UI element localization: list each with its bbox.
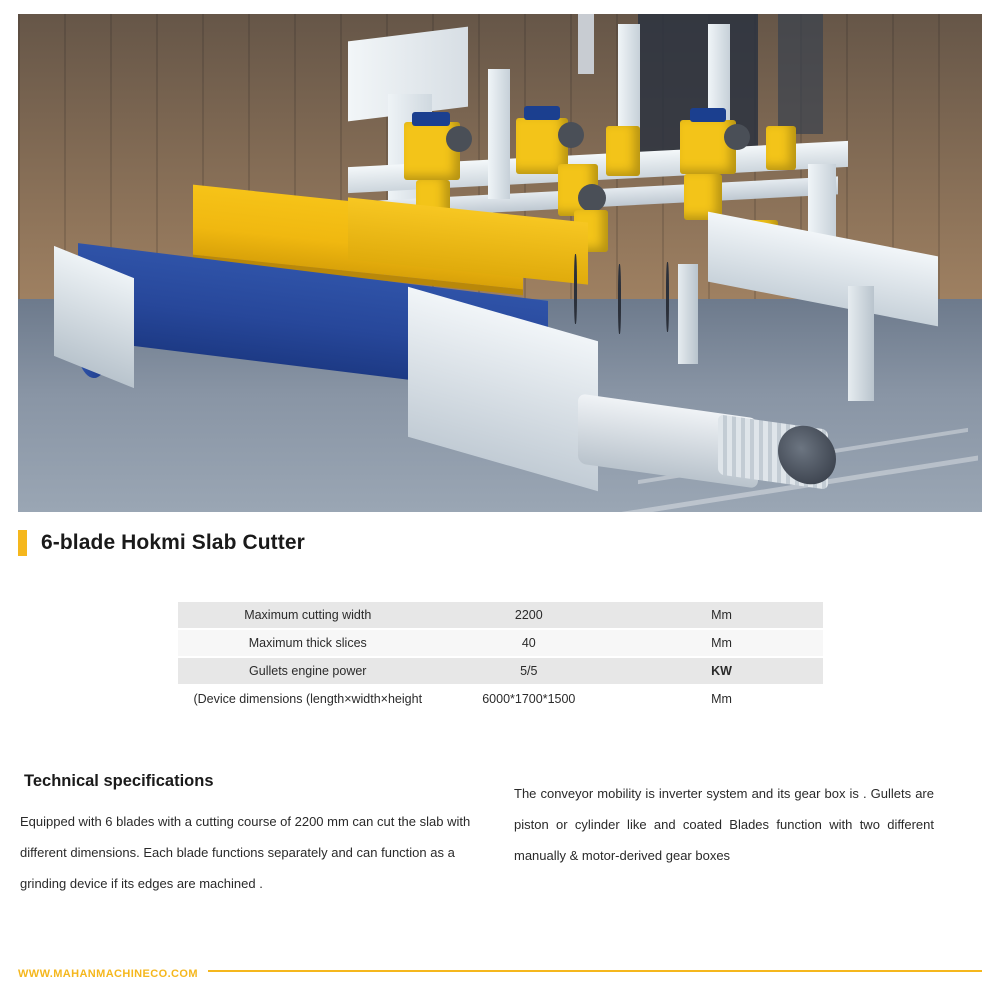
blade-motor-cap-2	[524, 106, 560, 120]
spec-label: Maximum cutting width	[178, 602, 438, 629]
spec-label: Maximum thick slices	[178, 629, 438, 657]
hydraulic-hose-3	[666, 262, 669, 332]
blade-motor-5	[766, 126, 796, 170]
spec-label: Gullets engine power	[178, 657, 438, 685]
blade-motor-3	[606, 126, 640, 176]
footer-website-url[interactable]: WWW.MAHANMACHINECO.COM	[18, 968, 208, 980]
table-row	[178, 685, 823, 713]
spec-value: 6000*1700*1500	[438, 685, 621, 713]
wall-opening-secondary	[778, 14, 823, 134]
hydraulic-hose-2	[618, 264, 621, 334]
blade-motor-cap-1	[412, 112, 450, 126]
specification-table	[178, 602, 823, 714]
page-title: 6-blade Hokmi Slab Cutter	[41, 531, 305, 554]
product-photo	[18, 14, 982, 512]
title-accent-bar	[18, 530, 27, 556]
table-row	[178, 657, 823, 685]
technical-description-left: Equipped with 6 blades with a cutting course of 2200 mm can cut the slab with different dimensions. Each blade functions separately and can function as a grinding device if its edges are machined .	[20, 814, 471, 891]
rail-support-leg-1	[848, 286, 874, 401]
spec-unit: Mm	[620, 602, 823, 629]
blade-motor-cylinder-4	[724, 124, 750, 150]
product-title-row	[18, 530, 305, 556]
machine-illustration	[18, 14, 982, 512]
spec-value: 5/5	[438, 657, 621, 685]
blade-motor-cap-4	[690, 108, 726, 122]
blade-motor-cylinder-3	[578, 184, 606, 212]
table-row	[178, 629, 823, 657]
ceiling-pipe	[578, 14, 594, 74]
blade-motor-cylinder-1	[446, 126, 472, 152]
technical-description-right: The conveyor mobility is inverter system and its gear box is . Gullets are piston or cylinder like and coated Blades function with two different manually & motor-derived gear boxes	[514, 786, 934, 863]
spec-label: (Device dimensions (length×width×height	[178, 685, 438, 713]
spec-unit: Mm	[620, 685, 823, 713]
spec-unit: Mm	[620, 629, 823, 657]
rail-support-leg-2	[678, 264, 698, 364]
hydraulic-hose-1	[574, 254, 577, 324]
table-row	[178, 602, 823, 629]
page-footer	[0, 960, 1000, 1000]
spec-value: 2200	[438, 602, 621, 629]
frame-column-1	[488, 69, 510, 199]
spec-unit: KW	[620, 657, 823, 685]
technical-specifications-heading: Technical specifications	[24, 772, 214, 790]
blade-motor-cylinder-2	[558, 122, 584, 148]
spec-value: 40	[438, 629, 621, 657]
